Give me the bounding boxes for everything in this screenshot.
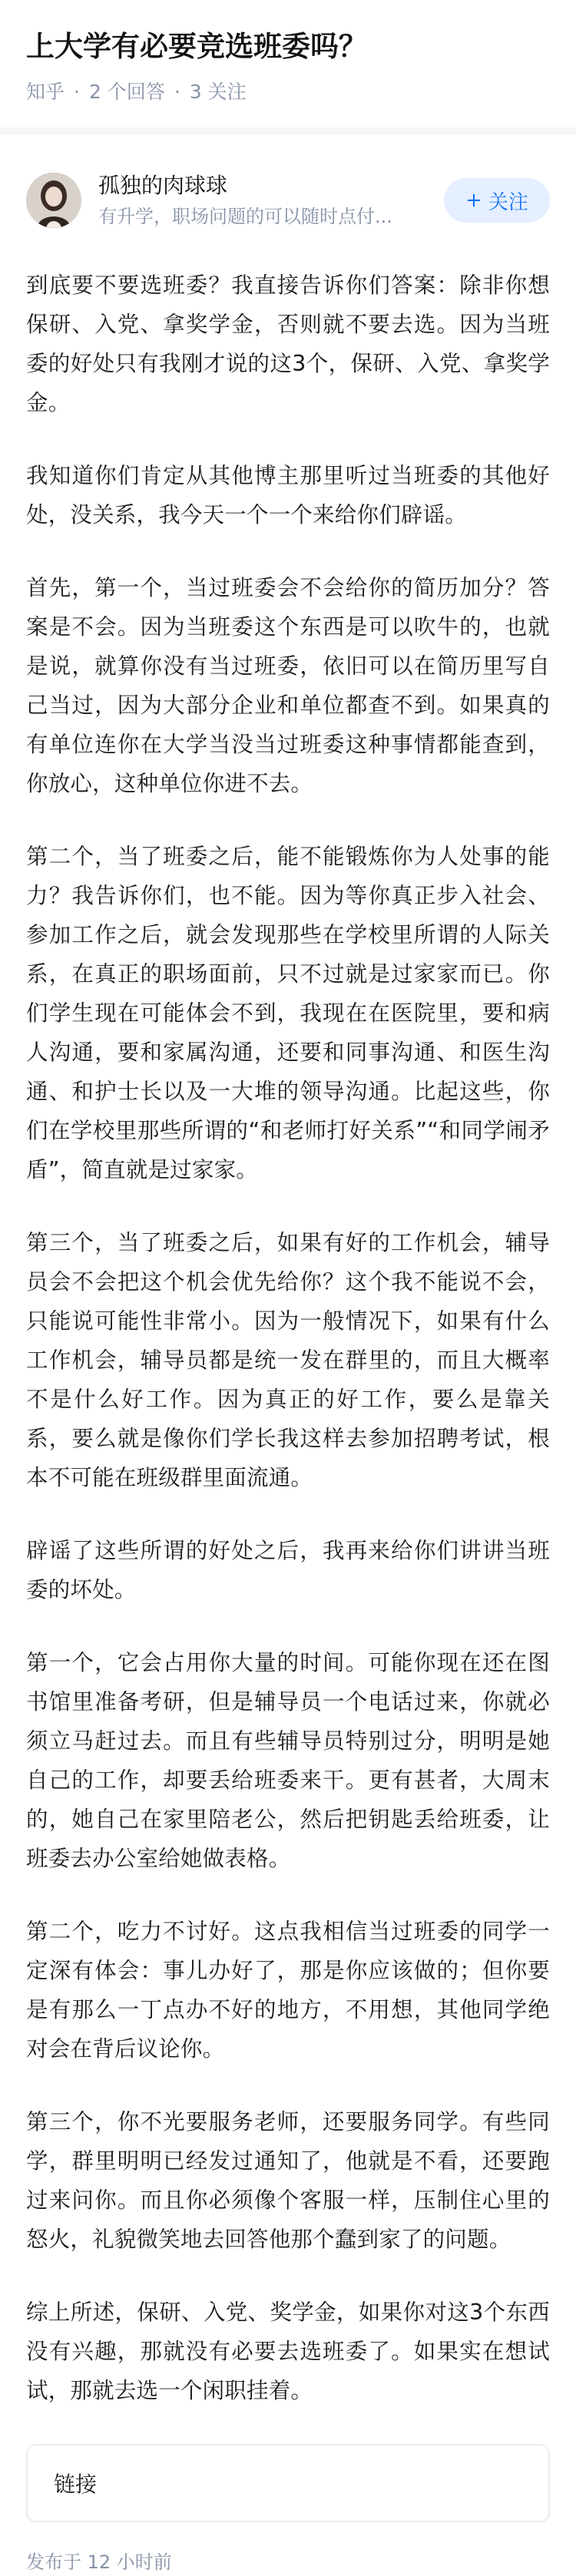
answer-count[interactable]: 2 个回答 <box>88 81 165 103</box>
question-meta <box>26 78 550 106</box>
answer-paragraph: 综上所述，保研、入党、奖学金，如果你对这3个东西没有兴趣，那就没有必要去选班委了。如果实在想试试，那就去选一个闲职挂着。 <box>26 2300 550 2403</box>
answer-paragraph: 第二个，吃力不讨好。这点我相信当过班委的同学一定深有体会：事儿办好了，那是你应该做的；但你要是有那么一丁点办不好的地方，不用想，其他同学绝对会在背后议论你。 <box>26 1919 550 2062</box>
answer-paragraph: 第一个，它会占用你大量的时间。可能你现在还在图书馆里准备考研，但是辅导员一个电话过来，你就必须立马赶过去。而且有些辅导员特别过分，明明是她自己的工作，却要丢给班委来干。更有甚者，大周末的，她自己在家里陪老公，然后把钥匙丢给班委，让班委去办公室给她做表格。 <box>26 1650 550 1871</box>
avatar[interactable] <box>26 173 81 228</box>
question-header <box>0 0 576 106</box>
follower-count[interactable]: 3 关注 <box>189 81 247 103</box>
answer-paragraph: 我知道你们肯定从其他博主那里听过当班委的其他好处，没关系，我今天一个一个来给你们辟谣。 <box>26 463 550 527</box>
author-info <box>98 170 432 230</box>
source-label[interactable]: 知乎 <box>26 81 65 103</box>
question-title[interactable]: 上大学有必要竞选班委吗？ <box>26 30 367 63</box>
avatar-image <box>26 173 81 228</box>
meta-separator: · <box>74 81 80 103</box>
answer-paragraph: 到底要不要选班委？我直接告诉你们答案：除非你想保研、入党、拿奖学金，否则就不要去选。因为当班委的好处只有我刚才说的这3个，保研、入党、拿奖学金。 <box>26 273 550 415</box>
follow-label: 关注 <box>488 190 528 214</box>
publish-time: 发布于 12 小时前 <box>26 2551 172 2573</box>
section-divider <box>0 127 576 135</box>
answer-paragraph: 第三个，当了班委之后，如果有好的工作机会，辅导员会不会把这个机会优先给你？这个我不能说不会，只能说可能性非常小。因为一般情况下，如果有什么工作机会，辅导员都是统一发在群里的，而且大概率不是什么好工作。因为真正的好工作，要么是靠关系，要么就是像你们学长我这样去参加招聘考试，根本不可能在班级群里面流通。 <box>26 1230 550 1490</box>
link-card[interactable] <box>26 2444 550 2522</box>
follow-button[interactable] <box>444 178 550 223</box>
answer-paragraph: 第三个，你不光要服务老师，还要服务同学。有些同学，群里明明已经发过通知了，他就是不看，还要跑过来问你。而且你必须像个客服一样，压制住心里的怒火，礼貌微笑地去回答他那个蠢到家了的问题。 <box>26 2109 550 2252</box>
author-row <box>0 150 576 250</box>
answer-paragraph: 第二个，当了班委之后，能不能锻炼你为人处事的能力？我告诉你们，也不能。因为等你真正步入社会、参加工作之后，就会发现那些在学校里所谓的人际关系，在真正的职场面前，只不过就是过家家而已。你们学生现在可能体会不到，我现在在医院里，要和病人沟通，要和家属沟通，还要和同事沟通、和医生沟通、和护士长以及一大堆的领导沟通。比起这些，你们在学校里那些所谓的“和老师打好关系”“和同学闹矛盾”，简直就是过家家。 <box>26 844 550 1182</box>
author-bio: 有升学，职场问题的可以随时点付... <box>98 206 392 227</box>
author-name[interactable]: 孤独的肉球球 <box>98 173 228 198</box>
answer-paragraph: 首先，第一个，当过班委会不会给你的简历加分？答案是不会。因为当班委这个东西是可以吹牛的，也就是说，就算你没有当过班委，依旧可以在简历里写自己当过，因为大部分企业和单位都查不到。如果真的有单位连你在大学当没当过班委这种事情都能查到，你放心，这种单位你进不去。 <box>26 575 550 796</box>
meta-separator: · <box>174 81 180 103</box>
answer-content <box>0 250 576 2410</box>
link-card-label: 链接 <box>54 2472 98 2497</box>
answer-paragraph: 辟谣了这些所谓的好处之后，我再来给你们讲讲当班委的坏处。 <box>26 1538 550 1602</box>
plus-icon: + <box>465 189 482 212</box>
